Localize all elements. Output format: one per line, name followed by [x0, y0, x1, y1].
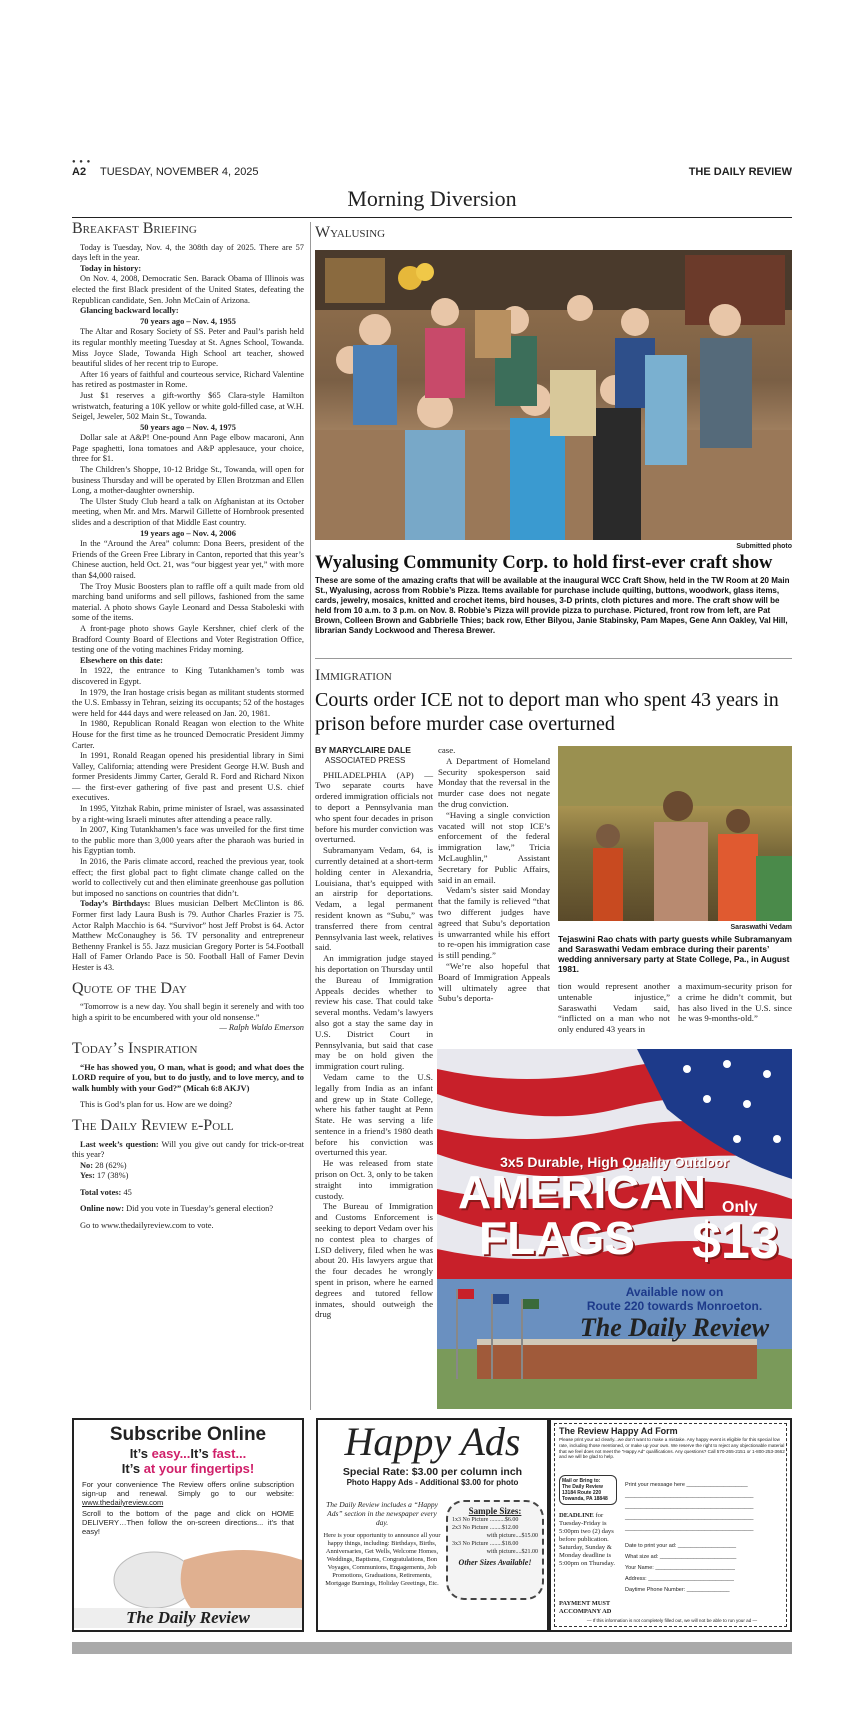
vedam-photo	[558, 746, 792, 921]
flag-ad-logo: The Daily Review	[579, 1313, 770, 1342]
poll-online-q: Did you vote in Tuesday’s general election?	[126, 1204, 274, 1214]
craft-show-photo	[315, 250, 792, 540]
mail-line3: 13184 Route 220	[562, 1490, 602, 1496]
birthdays-text	[72, 899, 304, 973]
ice-paragraph: He was released from state prison on Oct. 3, only to be taken straight into immigration custody.	[315, 1158, 433, 1201]
message-label: Print your message here	[625, 1482, 685, 1488]
poll-yes	[72, 1171, 304, 1182]
immigration-headline: Courts order ICE not to deport man who spent 43 years in prison before murder case overturned	[315, 689, 779, 735]
flag-ad-price: $13	[692, 1212, 779, 1270]
poll-label: Last week’s question:	[80, 1139, 159, 1149]
ice-column-4	[678, 981, 792, 1024]
ice-paragraph: Vedam’s sister said Monday that the family is relieved “that two different judges have agreed that Subu’s deportation is unwarranted while his effort to re-open his immigration case is still pending.”	[438, 885, 550, 961]
mail-line4: Towanda, PA 18848	[562, 1496, 608, 1502]
address-field[interactable]: Address: ____________________________	[625, 1576, 734, 1582]
deadline-label: DEADLINE	[559, 1512, 594, 1519]
other-sizes: Other Sizes Available!	[458, 1558, 532, 1567]
quote-author: — Ralph Waldo Emerson	[219, 1023, 304, 1033]
wyalusing-heading: Wyalusing	[315, 224, 386, 241]
quote-heading: Quote of the Day	[72, 979, 187, 997]
form-intro: Please print your ad clearly...we don't want to make a mistake. Any happy event is eligible for this special low rate, including those mentioned, or make up your own. We reserve the right to reject any objectionable material that we feel does not meet the “Happy Ad” qualifications. Any questions? Call 570-265-2151 or 1-800-253-3662 and we will be glad to help.	[559, 1437, 785, 1460]
briefing-text: The Troy Music Boosters plan to raffle off a quilt made from old marching band uniforms and sell pillows, fashioned from the same material. A photo shows Gayle Leonard and Dessa Staboleski with some of the items.	[72, 581, 304, 623]
flag-advertisement[interactable]	[437, 1049, 792, 1409]
briefing-text: Just $1 reserves a gift-worthy $65 Clara-style Hamilton wristwatch, featuring a 10K yellow or white gold-filled case, at W.H. Seigel, Jeweler, 502 Main St., Towanda.	[72, 390, 304, 422]
ice-column-3	[558, 981, 670, 1035]
wyalusing-headline: Wyalusing Community Corp. to hold first-ever craft show	[315, 553, 773, 573]
poll-total	[72, 1188, 304, 1199]
left-column	[72, 220, 304, 1232]
poll-link[interactable]: Go to www.thedailyreview.com to vote.	[80, 1221, 214, 1231]
folio-line	[72, 159, 792, 180]
page-bottom-rule	[72, 1642, 792, 1654]
sample-sizes-box	[446, 1500, 544, 1600]
name-field[interactable]: Your Name: __________________________	[625, 1565, 735, 1571]
subscribe-l1a: It’s	[129, 1446, 152, 1461]
sample-sizes-head: Sample Sizes:	[468, 1506, 522, 1516]
poll-no	[72, 1161, 304, 1172]
briefing-text: The Ulster Study Club heard a talk on Afghanistan at its October meeting, when Mr. and Mrs. Marwil Gillette of Hornbrook presented slides and a description of that Middle East country.	[72, 496, 304, 528]
message-line[interactable]: __________________________________________	[625, 1526, 754, 1532]
vedam-photo-illustration	[558, 746, 792, 921]
sample-size-3: 3x3 No Picture ........$18.00	[452, 1541, 519, 1547]
subscribe-text	[74, 1476, 302, 1507]
subscribe-l1c: It’s	[190, 1446, 213, 1461]
happy-ad-form[interactable]	[549, 1418, 792, 1632]
vedam-photo-credit: Saraswathi Vedam	[730, 924, 792, 931]
subscribe-title: Subscribe Online	[109, 1424, 267, 1445]
subscribe-url[interactable]: www.thedailyreview.com	[82, 1498, 164, 1507]
ice-column-1	[315, 745, 433, 1320]
subscribe-l2b: at your fingertips!	[143, 1461, 255, 1476]
photo-credit: Submitted photo	[736, 543, 792, 550]
publication-name: THE DAILY REVIEW	[688, 166, 792, 178]
wyalusing-caption: These are some of the amazing crafts that will be available at the inaugural WCC Craft Show, held in the TW Room at 20 Main St., Wyalusing, across from Robbie’s Pizza. Items available for purchase include quilting, buttons, woodwork, glass items, cards, jewelry, mosaics, knitted and crochet items, bird houses, 3-D prints, cloth pictures and more. The craft show will be held from 10 a.m. to 3 p.m. on Nov. 8. Robbie’s Pizza will provide pizza to purchase. Pictured, front row from left, are Pat Brown, Colleen Brown and Gabbrielle Thies; back row, Ether Bilyou, Janie Stabinsky, Pam Mapes, Gene Ann Oakley, Val Hill, librarian Sandy Lockwood and Theresa Brewer.	[315, 576, 790, 635]
briefing-year-head: 50 years ago – Nov. 4, 1975	[140, 422, 236, 432]
poll-heading: The Daily Review e-Poll	[72, 1116, 234, 1134]
briefing-text: In 1979, the Iran hostage crisis began as militant students stormed the U.S. Embassy in Tehran, seizing its occupants; 52 of the hostages were held for 444 days and were released on Jan. 20, 1981.	[72, 687, 304, 718]
message-line[interactable]: __________________________________________	[625, 1504, 754, 1510]
message-field[interactable]: Print your message here ____________________	[625, 1482, 748, 1488]
briefing-text: In the “Around the Area” column: Dona Beers, president of the Friends of the Green Free Library in Canton, reported that this year’s Chinese auction, held Oct. 21, was “our biggest year yet,” with more than $4,000 raised.	[72, 539, 304, 580]
immigration-heading: Immigration	[315, 667, 392, 684]
flag-ad-title2: FLAGS	[479, 1212, 635, 1264]
happy-ads-advertisement[interactable]	[316, 1418, 549, 1632]
vedam-photo-caption: Tejaswini Rao chats with party guests while Subramanyam and Saraswathi Vedam embrace during their parents’ wedding anniversary party at State College, Pa., in August 1981.	[558, 934, 792, 974]
briefing-text: In 1922, the entrance to King Tutankhamen’s tomb was discovered in Egypt.	[72, 666, 304, 686]
briefing-subhead: Elsewhere on this date:	[80, 655, 163, 665]
ice-paragraph: “Having a single conviction vacated will not stop ICE’s enforcement of the federal immigration law,” Tricia McLaughlin,” Assistant Secretary for Public Affairs, said in an email.	[438, 809, 550, 885]
birthdays-body: Blues musician Delbert McClinton is 86. Former first lady Laura Bush is 79. Author Charles Frazier is 75. Actor Ralph Macchio is 64. “Survivor” host Jeff Probst is 64. Actor Matthew McConaughey is 56. TV personality and entrepreneur Bethenny Frankel is 55. Jazz musician Gregory Porter is 54.Football Hall of Famer Orlando Pace is 50. Football Hall of Famer Devin Hester is 43.	[72, 899, 304, 972]
poll-online	[72, 1204, 304, 1215]
subscribe-line1	[74, 1446, 302, 1461]
subscribe-text2: Scroll to the bottom of the page and click on HOME DELIVERY…Then follow the on-screen directions... it’s that easy!	[82, 1509, 294, 1536]
ice-paragraph: PHILADELPHIA (AP) — Two separate courts have ordered immigration officials not to deport a Pennsylvania man who spent four decades in prison before his murder conviction was overturned.	[315, 769, 433, 845]
flag-ad-route: Route 220 towards Monroeton.	[586, 1299, 763, 1313]
briefing-text: In 1980, Republican Ronald Reagan won election to the White House for the first time as he trounced Democratic President Jimmy Carter.	[72, 719, 304, 750]
inspiration-text: This is God’s plan for us. How are we doing?	[80, 1100, 233, 1110]
briefing-text: After 16 years of faithful and courteous service, Richard Valentine has retired as postmaster in Rome.	[72, 369, 304, 390]
briefing-text: Dollar sale at A&P! One-pound Ann Page elbow macaroni, Ann Page spaghetti, Iona tomatoes and A&P applesauce, your choice, three for $1.	[72, 433, 304, 464]
happy-ads-includes: The Daily Review includes a “Happy Ads” section in the newspaper every day.	[326, 1500, 438, 1527]
phone-label: Daytime Phone Number:	[625, 1587, 686, 1593]
happy-ads-title: Happy Ads	[344, 1419, 521, 1464]
inspiration-heading: Today’s Inspiration	[72, 1039, 198, 1057]
flag-ad-subline: 3x5 Durable, High Quality Outdoor	[500, 1154, 729, 1170]
form-title: The Review Happy Ad Form	[559, 1426, 678, 1436]
subscribe-advertisement[interactable]	[72, 1418, 304, 1632]
ice-paragraph: The Bureau of Immigration and Customs Enforcement is seeking to deport Vedam over his no contest plea to charges of LSD delivery, filed when he was about 20. His lawyers argue that the four decades he wrongly spent in prison, where he earned degrees and tutored fellow inmates, should outweigh the drug	[315, 1201, 433, 1320]
briefing-text: In 1991, Ronald Reagan opened his presidential library in Simi Valley, California; attending were President George H.W. Bush and former Presidents Jimmy Carter, Gerald R. Ford and Richard Nixon — the first-ever gathering of five past and present U.S. chief executives.	[72, 751, 304, 803]
ice-paragraph: An immigration judge stayed his deportation on Thursday until the Bureau of Immigration Appeals decides whether to review his case. That could take several months. Vedam’s lawyers also got a stay the same day in U.S. District Court in Pennsylvania, but said that case may be on hold given the immigration court ruling.	[315, 953, 433, 1072]
briefing-text: Today is Tuesday, Nov. 4, the 308th day of 2025. There are 57 days left in the year.	[72, 242, 304, 263]
form-footer: — If this information is not completely filled out, we will not be able to run your ad —	[586, 1618, 758, 1623]
ice-paragraph: “We’re also hopeful that Board of Immigration Appeals will ultimately agree that Subu’s deporta-	[438, 960, 550, 1004]
flag-ad-only: Only	[722, 1199, 758, 1216]
poll-question	[72, 1140, 304, 1161]
deadline-body: for Tuesday-Friday is 5:00pm two (2) days before publication. Saturday, Sunday & Monday deadline is 5:00pm on Thursday.	[559, 1512, 616, 1567]
section-divider	[315, 658, 792, 659]
page-number: A2	[72, 166, 87, 178]
size-label: What size ad:	[625, 1554, 659, 1560]
briefing-subhead: Today in history:	[80, 263, 142, 273]
inspiration-verse: “He has showed you, O man, what is good; and what does the LORD require of you, but to do justly, and to love mercy, and to walk humbly with your God?” (Micah 6:8 AKJV)	[72, 1062, 304, 1093]
flag-ad-title: AMERICAN	[458, 1166, 706, 1218]
poll-online-label: Online now:	[80, 1204, 124, 1214]
mail-line2: The Daily Review	[562, 1484, 603, 1490]
briefing-text: In 1995, Yitzhak Rabin, prime minister of Israel, was assassinated by a right-wing Israeli minutes after attending a peace rally.	[72, 804, 304, 824]
briefing-text: The Altar and Rosary Society of SS. Peter and Paul’s parish held its regular monthly meeting Tuesday at St. Agnes School, Towanda. Miss Joyce Slade, Towanda High School art teacher, showed beautiful slides of her recent trip to Europe.	[72, 327, 304, 369]
poll-yes-value: 17 (38%)	[96, 1171, 129, 1181]
briefing-year-head: 19 years ago – Nov. 4, 2006	[140, 528, 236, 538]
briefing-text: The Children’s Shoppe, 10-12 Bridge St., Towanda, will open for business Thursday and will be operated by Ellen Brotzman and Ellen Long, a mother-daughter ownership.	[72, 465, 304, 496]
ice-paragraph: case.	[438, 745, 456, 755]
happy-ads-rate: Special Rate: $3.00 per column inch	[342, 1466, 523, 1478]
subscribe-l1d: fast...	[212, 1446, 247, 1461]
happy-ads-desc: Here is your opportunity to announce all your happy things, including: Birthdays, Births, Anniversaries, Get Wells, Welcome Homes, Weddings, Baptisms, Congratulations, Bon Voyages, Communions, Engagements, Job Promotions, Graduations, Retirements, Mortgage Burnings, Holiday Greetings, Etc.	[323, 1532, 441, 1587]
poll-no-label: No:	[80, 1160, 94, 1170]
ice-paragraph: Vedam came to the U.S. legally from India as an infant and grew up in State College, where his father taught at Penn State. He was serving a life sentence in a friend’s 1980 death before his conviction was overturned this year.	[315, 1071, 433, 1158]
sample-size-2: 2x3 No Picture ........$12.00	[452, 1525, 519, 1531]
deadline-text	[559, 1512, 619, 1568]
section-title: Morning Diversion	[72, 186, 792, 218]
mouse-hand-icon	[74, 1540, 302, 1612]
briefing-text: On Nov. 4, 2008, Democratic Sen. Barack Obama of Illinois was elected the first Black president of the United States, defeating the Republican candidate, Sen. John McCain of Arizona.	[72, 274, 304, 305]
ice-paragraph: A Department of Homeland Security spokesperson said Monday that the reversal in the murder case does not negate the drug conviction.	[438, 755, 550, 809]
date-label: Date to print your ad:	[625, 1543, 677, 1549]
craft-photo-illustration	[315, 250, 792, 540]
subscribe-logo: The Daily Review	[74, 1608, 302, 1628]
agency: ASSOCIATED PRESS	[325, 755, 406, 765]
ice-paragraph: Subramanyam Vedam, 64, is currently detained at a short-term holding center in Alexandria, Louisiana, that’s equipped with an airstrip for deportations. Vedam, a legal permanent resident known as “Subu,” was transferred there from central Pennsylvania last week, relatives said.	[315, 845, 433, 953]
briefing-text: A front-page photo shows Gayle Kershner, chief clerk of the Bradford County Board of Elections and Voter Registration Office, testing one of the voting machines Friday morning.	[72, 623, 304, 655]
subscribe-l1b: easy...	[151, 1446, 191, 1461]
folio-dots: ● ● ●	[72, 159, 92, 165]
briefing-year-head: 70 years ago – Nov. 4, 1955	[140, 316, 236, 326]
happy-ads-photo-rate: Photo Happy Ads - Additional $3.00 for photo	[346, 1478, 519, 1487]
sample-size-3b: with picture....$21.00	[486, 1549, 538, 1555]
sample-size-1: 1x3 No Picture ..........$6.00	[452, 1517, 519, 1523]
ice-column-2	[438, 745, 550, 1004]
briefing-text: In 2016, the Paris climate accord, reached the previous year, took effect; the first global pact to fight climate change called on the world to collectively cut and then eliminate greenhouse gas pollution but imposed no sanctions on countries that didn’t.	[72, 857, 304, 898]
payment-note: PAYMENT MUST ACCOMPANY AD	[559, 1600, 612, 1615]
mail-address-box	[559, 1475, 617, 1505]
column-rule	[310, 222, 311, 1410]
message-line[interactable]: __________________________________________	[625, 1515, 754, 1521]
form-fields	[625, 1480, 785, 1596]
briefing-text: In 2007, King Tutankhamen’s face was unveiled for the first time to the public more than 3,000 years after the pharaoh was buried in his Egyptian tomb.	[72, 825, 304, 856]
ice-paragraph: tion would represent another untenable injustice,” Saraswathi Vedam said, “inflicted on a man who not only endured 43 years in	[558, 981, 670, 1035]
poll-yes-label: Yes:	[80, 1171, 95, 1181]
ice-paragraph: a maximum-security prison for a crime he didn’t commit, but has also lived in the U.S. since he was 9-months-old.”	[678, 981, 792, 1024]
poll-total-label: Total votes:	[80, 1187, 122, 1197]
subscribe-p1: For your convenience The Review offers online subscription sign-up and renewal. Simply go to our website:	[82, 1480, 294, 1498]
name-label: Your Name:	[625, 1565, 654, 1571]
subscribe-line2	[74, 1461, 302, 1476]
briefing-heading: Breakfast Briefing	[72, 220, 197, 237]
poll-no-value: 28 (62%)	[95, 1160, 127, 1170]
poll-total-value: 45	[123, 1187, 132, 1197]
quote-text: “Tomorrow is a new day. You shall begin it serenely and with too high a spirit to be encumbered with your old nonsense.”	[72, 1002, 304, 1022]
address-label: Address:	[625, 1576, 647, 1582]
briefing-subhead: Glancing backward locally:	[80, 306, 179, 316]
issue-date: TUESDAY, NOVEMBER 4, 2025	[100, 166, 259, 178]
byline: BY MARYCLAIRE DALE	[315, 745, 411, 755]
date-field[interactable]: Date to print your ad: ___________________	[625, 1543, 737, 1549]
poll-q: Will you give out candy for trick-or-treat this year?	[72, 1139, 304, 1160]
mail-label: Mail or Bring to:	[562, 1478, 601, 1484]
sample-size-2b: with picture....$15.00	[486, 1533, 538, 1539]
flag-ad-avail: Available now on	[625, 1285, 724, 1299]
phone-field[interactable]: Daytime Phone Number: ______________	[625, 1587, 730, 1593]
birthdays-label: Today’s Birthdays:	[80, 899, 151, 909]
size-field[interactable]: What size ad: _________________________	[625, 1554, 737, 1560]
message-line[interactable]: __________________________________________	[625, 1493, 754, 1499]
subscribe-l2a: It’s	[121, 1461, 144, 1476]
